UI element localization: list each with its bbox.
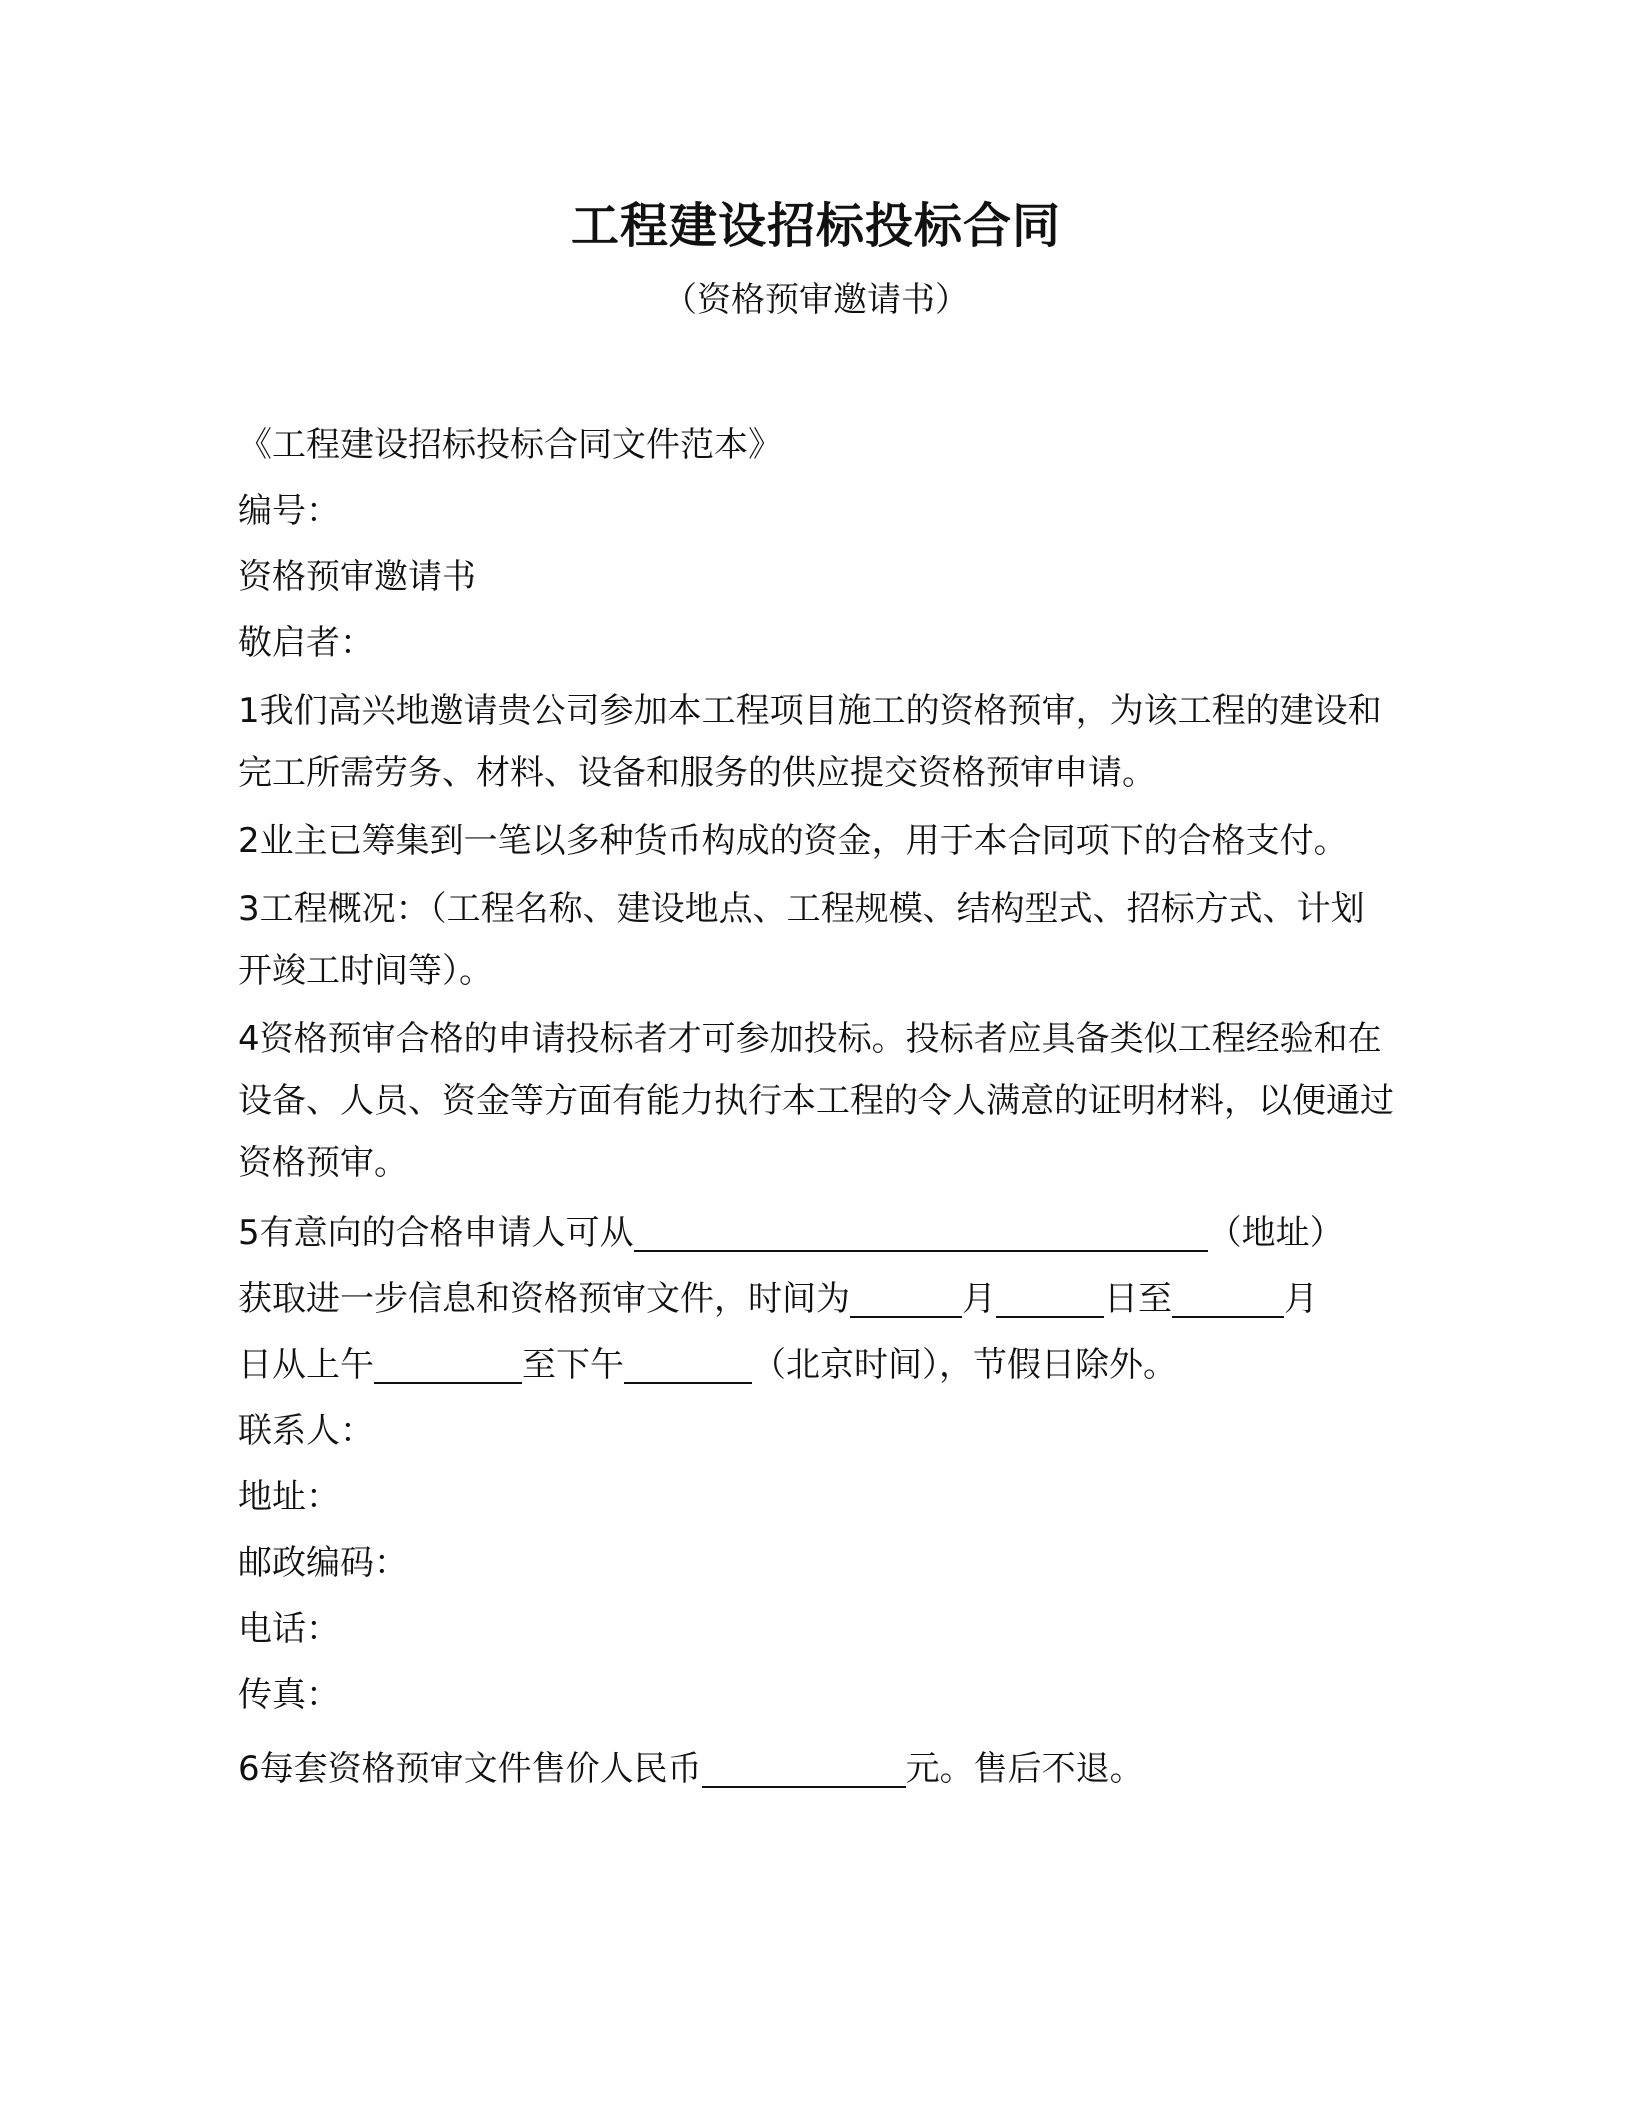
template-name: 《工程建设招标投标合同文件范本》 (238, 425, 782, 465)
document-subtitle: （资格预审邀请书） (663, 280, 969, 320)
clause-5-text-5: 至下午 (522, 1345, 624, 1385)
clause-5-line-3 (238, 1332, 1394, 1398)
address-blank (634, 1206, 1208, 1252)
clause-1: 1我们高兴地邀请贵公司参加本工程项目施工的资格预审，为该工程的建设和完工所需劳务、材料、设备和服务的供应提交资格预审申请。 (238, 691, 1382, 793)
clause-2: 2业主已筹集到一笔以多种货币构成的资金，用于本合同项下的合格支付。 (238, 821, 1348, 861)
price-blank (702, 1742, 906, 1788)
clause-4: 4资格预审合格的申请投标者才可参加投标。投标者应具备类似工程经验和在设备、人员、资金等方面有能力执行本工程的令人满意的证明材料，以便通过资格预审。 (238, 1019, 1394, 1183)
start-day-blank (996, 1272, 1104, 1318)
clause-6-text-2: 元。售后不退。 (905, 1749, 1144, 1789)
phone-label: 电话： (238, 1609, 340, 1649)
document-title: 工程建设招标投标合同 (570, 198, 1061, 254)
clause-5-month-2: 月 (1284, 1279, 1318, 1319)
afternoon-time-blank (624, 1338, 752, 1384)
clause-6-text-1: 6每套资格预审文件售价人民币 (238, 1749, 702, 1789)
clause-5-text-4: 日从上午 (238, 1345, 374, 1385)
clause-5-line-1 (238, 1200, 1394, 1266)
address-label: 地址： (238, 1477, 340, 1517)
morning-time-blank (374, 1338, 522, 1384)
salutation: 敬启者： (238, 623, 374, 663)
clause-5-text-3: 获取进一步信息和资格预审文件，时间为 (238, 1279, 850, 1319)
clause-5-text-6: （北京时间），节假日除外。 (752, 1345, 1177, 1385)
fax-label: 传真： (238, 1675, 340, 1715)
postcode-label: 邮政编码： (238, 1543, 408, 1583)
document-body (238, 412, 1394, 1802)
number-label: 编号： (238, 491, 340, 531)
clause-5-line-2 (238, 1266, 1394, 1332)
end-month-blank (1172, 1272, 1284, 1318)
start-month-blank (850, 1272, 962, 1318)
clause-5-text-1: 5有意向的合格申请人可从 (238, 1213, 634, 1253)
clause-3: 3工程概况：（工程名称、建设地点、工程规模、结构型式、招标方式、计划开竣工时间等）。 (238, 889, 1365, 991)
clause-5-month-1: 月 (962, 1279, 996, 1319)
letter-title: 资格预审邀请书 (238, 557, 476, 597)
clause-5-day-1: 日至 (1104, 1279, 1172, 1319)
clause-5-text-2: （地址） (1207, 1213, 1344, 1253)
contact-label: 联系人： (238, 1411, 374, 1451)
clause-6 (238, 1736, 1394, 1802)
